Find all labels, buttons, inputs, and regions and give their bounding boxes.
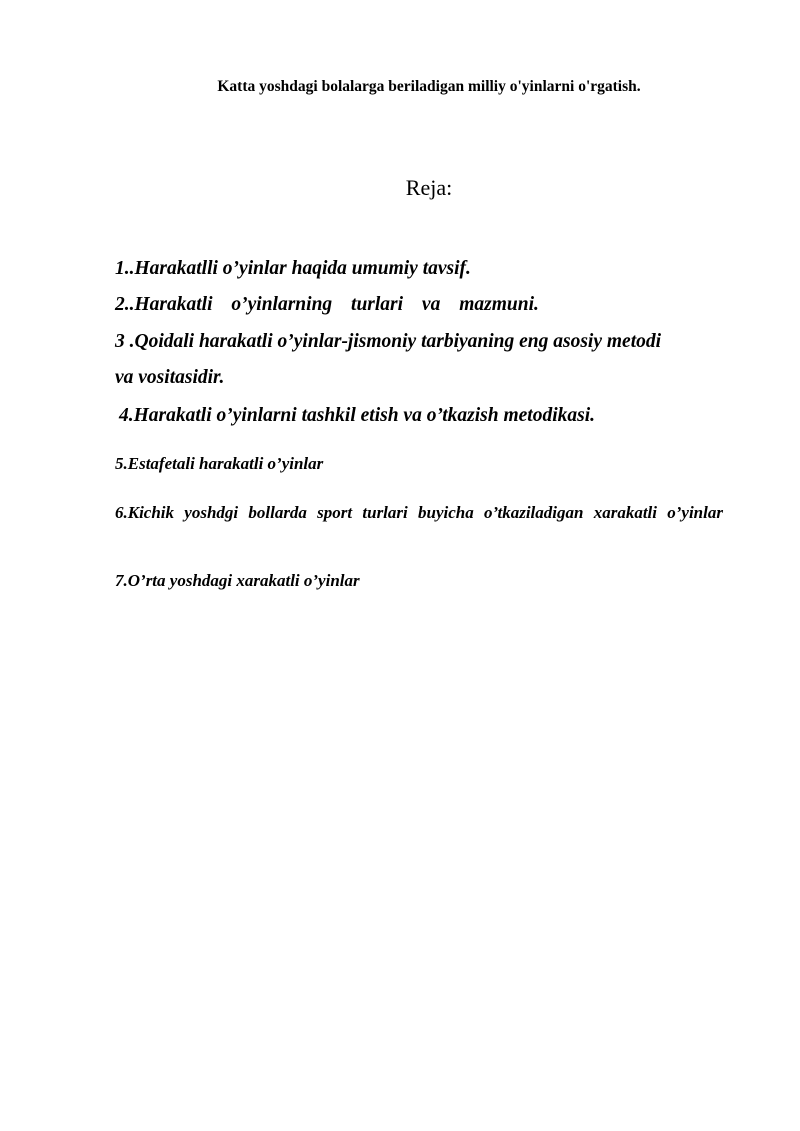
plan-item-5: 5.Estafetali harakatli o’yinlar xyxy=(115,454,324,473)
plan-heading: Reja: xyxy=(405,175,453,200)
plan-item-3-continued: va vositasidir. xyxy=(115,367,225,388)
plan-item-2: 2..Harakatli o’yinlarning turlari va mazmuni. xyxy=(115,294,539,315)
plan-item-1: 1..Harakatlli o’yinlar haqida umumiy tavsif. xyxy=(115,258,471,279)
plan-item-3: 3 .Qoidali harakatli o’yinlar-jismoniy tarbiyaning eng asosiy metodi xyxy=(115,331,662,352)
document-title: Katta yoshdagi bolalarga beriladigan milliy o'yinlarni o'rgatish. xyxy=(217,78,641,95)
plan-item-7: 7.O’rta yoshdagi xarakatli o’yinlar xyxy=(115,571,360,590)
plan-item-4: 4.Harakatli o’yinlarni tashkil etish va o’tkazish metodikasi. xyxy=(119,405,595,426)
plan-item-6: 6.Kichik yoshdgi bollarda sport turlari buyicha o’tkaziladigan xarakatli o’yinlar xyxy=(115,503,723,522)
